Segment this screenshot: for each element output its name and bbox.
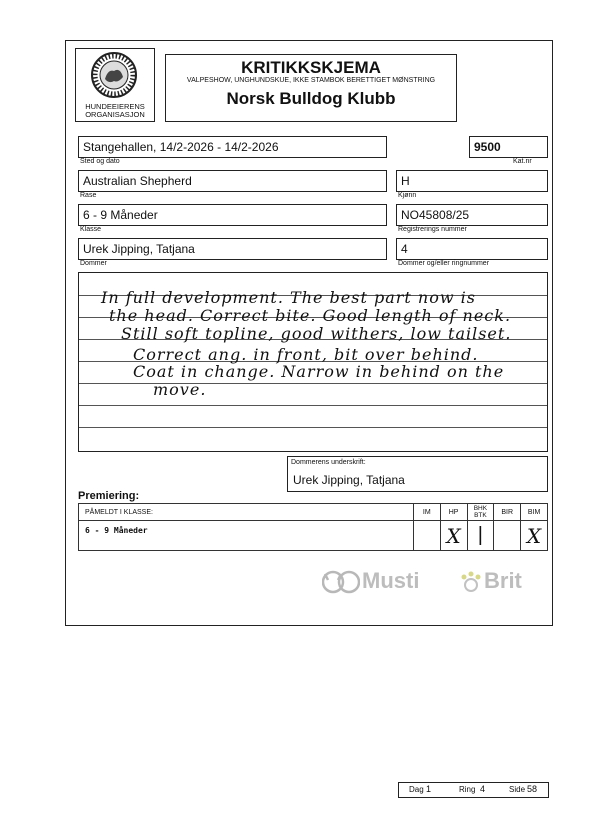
judge-field xyxy=(78,238,387,260)
entered-class-value: 6 - 9 Måneder xyxy=(79,521,414,551)
page-value: 58 xyxy=(527,784,538,794)
class-value: 6 - 9 Måneder xyxy=(83,208,158,222)
class-label: Klasse xyxy=(80,226,102,233)
mark-bim: X xyxy=(521,521,548,551)
registration-value: NO45808/25 xyxy=(401,208,470,222)
title-box xyxy=(165,54,457,122)
mark-im xyxy=(413,521,440,551)
day-value: 1 xyxy=(426,784,432,794)
signature-name: Urek Jipping, Tatjana xyxy=(293,473,405,487)
ring-value-footer: 4 xyxy=(480,784,486,794)
col-bhk-btk xyxy=(467,504,494,521)
col-bim: BIM xyxy=(521,504,548,521)
sex-field xyxy=(396,170,548,192)
critique-line: Still soft topline, good withers, low tailset. xyxy=(121,324,512,343)
brit-text: Brit xyxy=(484,568,522,593)
premiering-table xyxy=(78,503,548,551)
signature-label: Dommerens underskrift: xyxy=(291,459,366,466)
page-label: Side xyxy=(509,785,526,794)
judge-label: Dommer xyxy=(80,260,107,267)
place-date-value: Stangehallen, 14/2-2026 - 14/2-2026 xyxy=(83,140,279,154)
judge-value: Urek Jipping, Tatjana xyxy=(83,242,195,256)
paw-icon xyxy=(460,571,482,593)
place-date-label: Sted og dato xyxy=(80,158,120,165)
breed-value: Australian Shepherd xyxy=(83,174,192,188)
day-label: Dag xyxy=(409,785,424,794)
entered-class-label: PÅMELDT I KLASSE: xyxy=(79,504,414,521)
registration-field xyxy=(396,204,548,226)
breed-field xyxy=(78,170,387,192)
footer-box xyxy=(398,782,549,798)
ring-field xyxy=(396,238,548,260)
critique-line: Correct ang. in front, bit over behind. xyxy=(133,345,479,364)
place-date-field xyxy=(78,136,387,158)
norsk-kennel-klub-logo xyxy=(90,51,138,99)
cat-dog-icon xyxy=(322,570,360,594)
ring-label-footer: Ring xyxy=(459,785,476,794)
org-line-1: HUNDEEIERENS xyxy=(85,102,145,111)
signature-box xyxy=(287,456,548,492)
critique-box xyxy=(78,272,548,452)
form-subtitle: VALPESHOW, UNGHUNDSKUE, IKKE STAMBOK BERETTIGET MØNSTRING xyxy=(186,77,436,84)
registration-label: Registrerings nummer xyxy=(398,226,467,233)
breed-label: Rase xyxy=(80,192,97,199)
critique-line: In full development. The best part now is xyxy=(101,288,476,307)
club-name: Norsk Bulldog Klubb xyxy=(226,89,396,108)
logo-box xyxy=(75,48,155,122)
col-hp: HP xyxy=(440,504,467,521)
critique-line: Coat in change. Narrow in behind on the xyxy=(133,362,505,381)
class-field xyxy=(78,204,387,226)
form-title: KRITIKKSKJEMA xyxy=(241,58,381,77)
premiering-title: Premiering: xyxy=(78,490,140,502)
mark-bhk-btk: | xyxy=(467,521,494,551)
mark-hp: X xyxy=(440,521,467,551)
col-im: IM xyxy=(413,504,440,521)
col-bhk-btk-label: BHK BTK xyxy=(473,505,488,519)
mark-bir xyxy=(494,521,521,551)
ring-label: Dommer og/eller ringnummer xyxy=(398,260,490,267)
critique-line: move. xyxy=(153,380,207,399)
ring-value: 4 xyxy=(401,242,408,256)
musti-text: Musti xyxy=(362,568,420,593)
col-bir: BIR xyxy=(494,504,521,521)
sex-label: Kjønn xyxy=(398,192,417,199)
org-line-2: ORGANISASJON xyxy=(85,110,145,119)
catalog-number-label: Kat.nr xyxy=(513,158,532,165)
sex-value: H xyxy=(401,174,410,188)
catalog-number-field xyxy=(469,136,548,158)
critique-line: the head. Correct bite. Good length of neck. xyxy=(109,306,512,325)
catalog-number-value: 9500 xyxy=(474,140,501,154)
